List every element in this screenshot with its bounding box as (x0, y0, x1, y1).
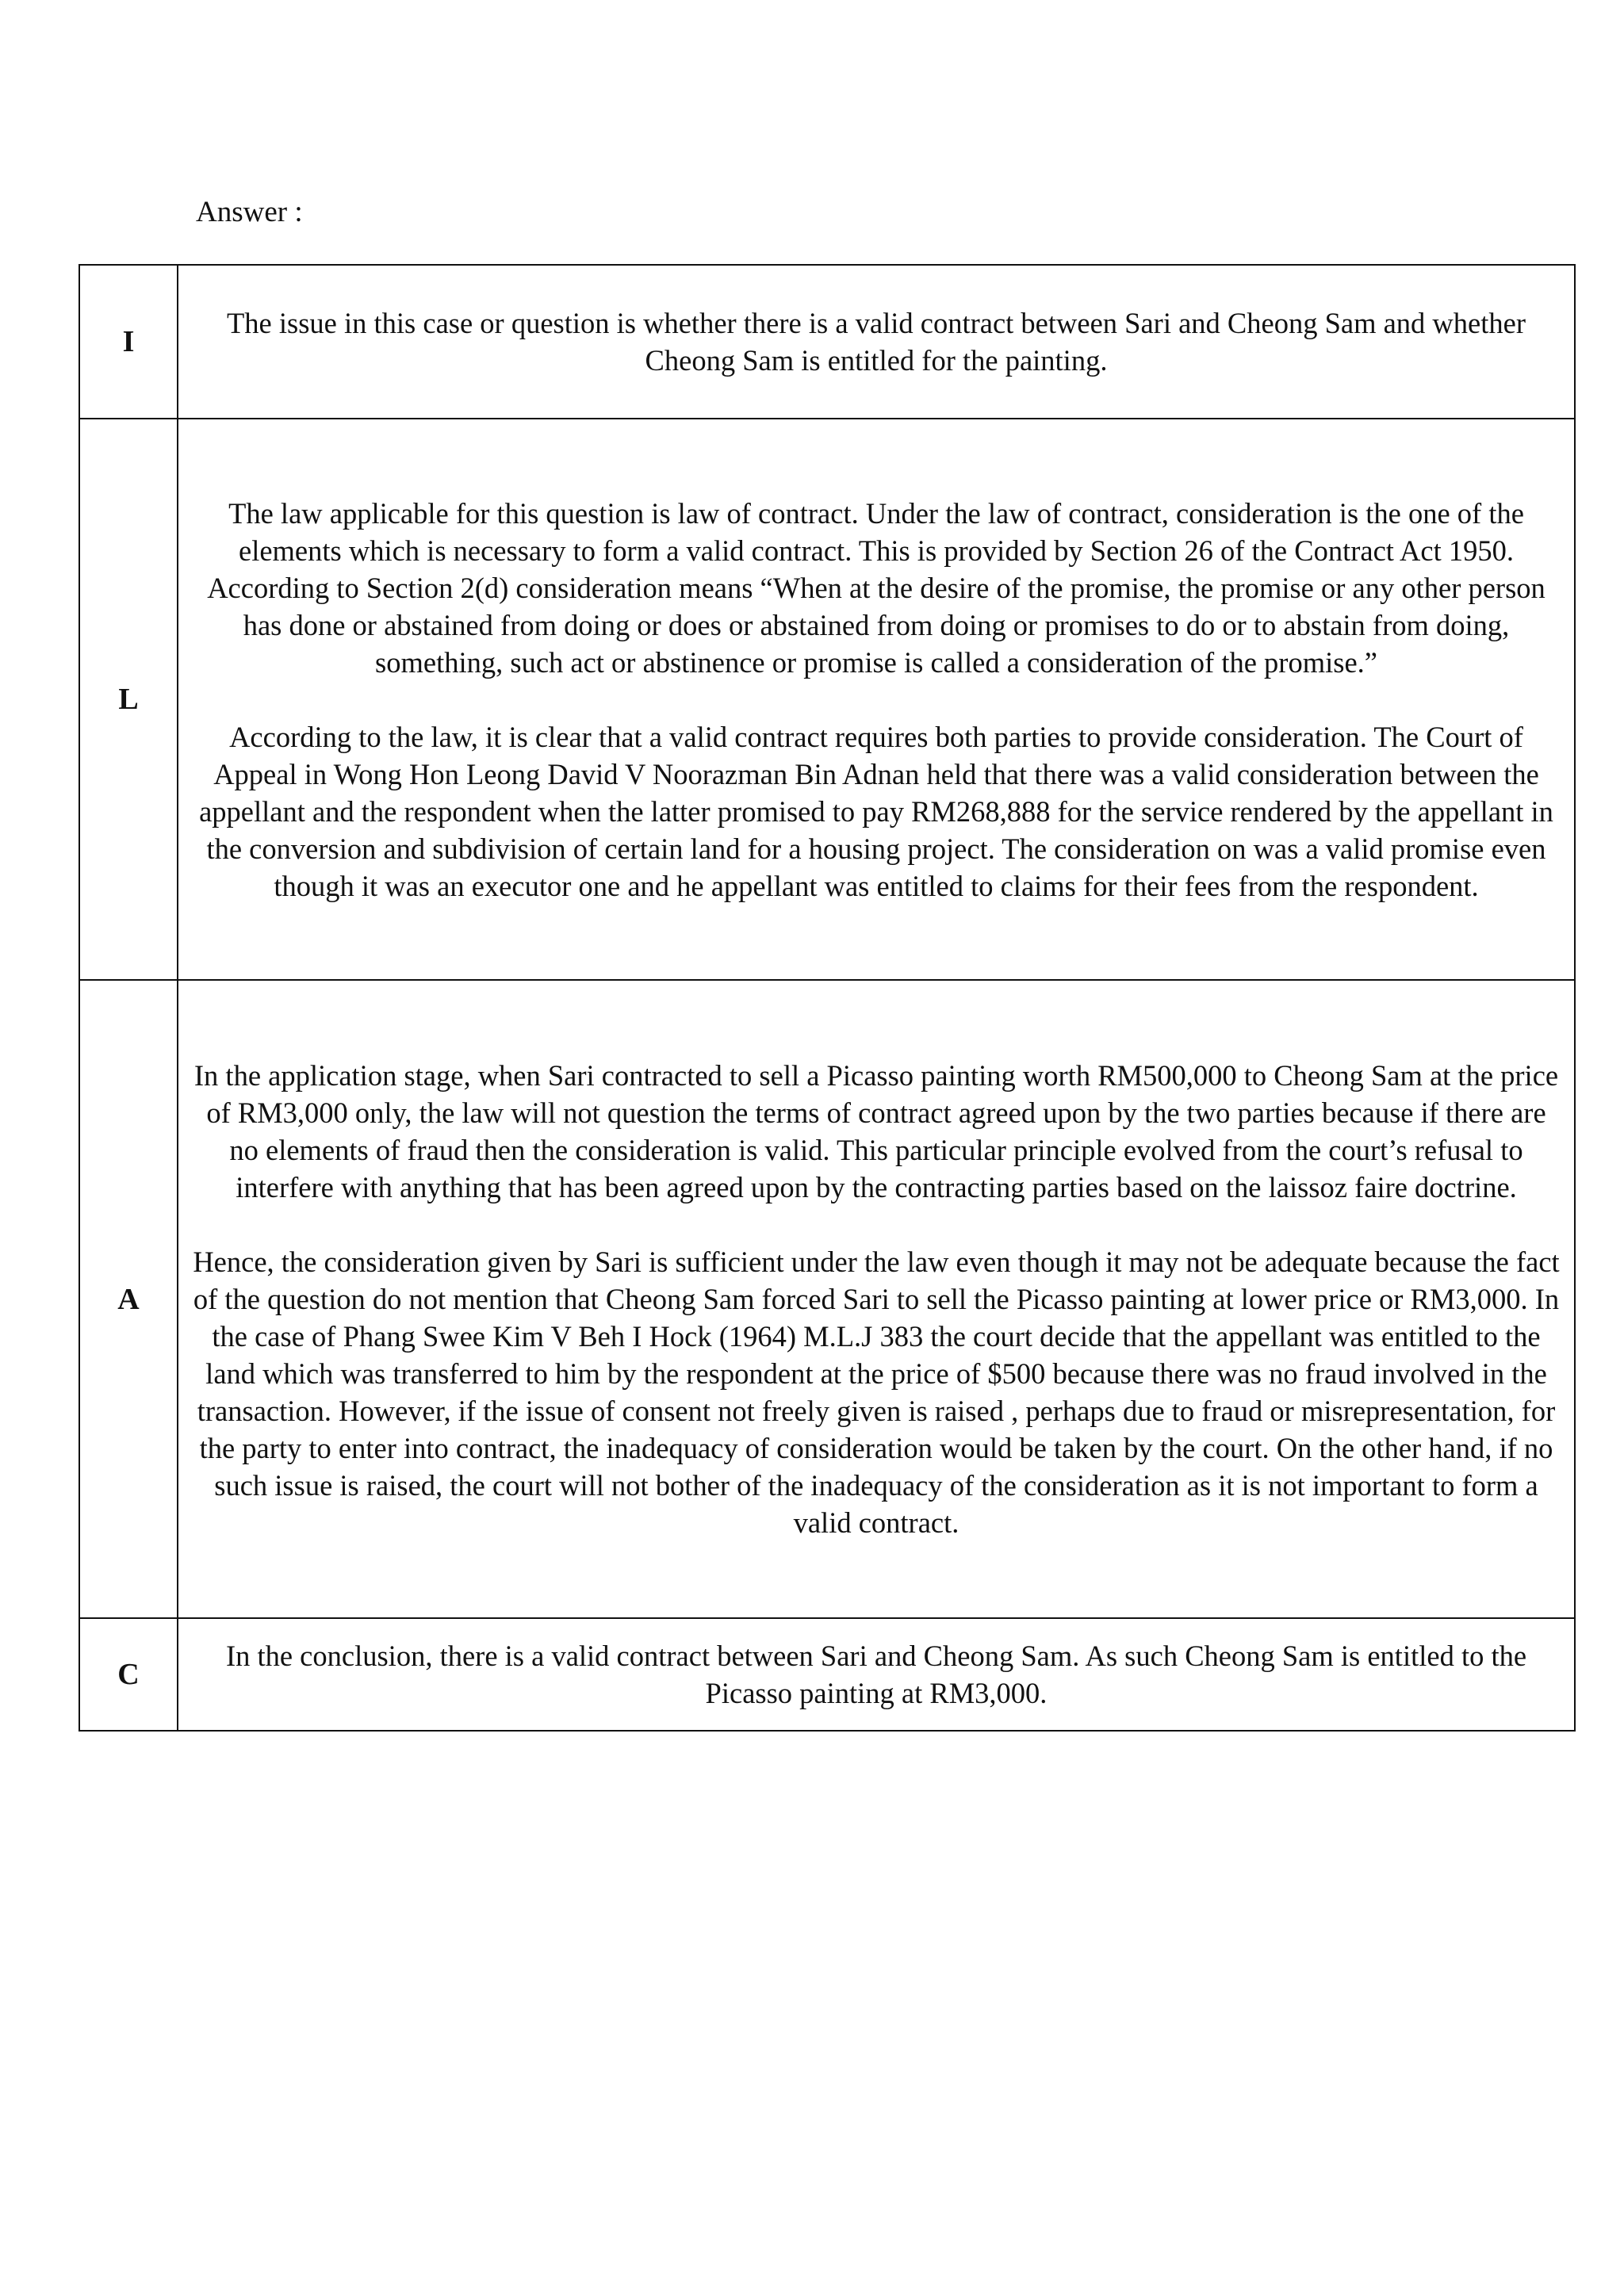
row-letter-conclusion: C (79, 1618, 178, 1731)
row-letter-application: A (79, 980, 178, 1618)
irac-table (79, 264, 1576, 1732)
law-paragraph-2: According to the law, it is clear that a valid contract requires both parties to provide consideration. The Court of Appeal in Wong Hon Leong David V Noorazman Bin Adnan held that there was a valid consideration between the appellant and the respondent when the latter promised to pay RM268,888 for the service rendered by the appellant in the conversion and subdivision of certain land for a housing project. The consideration on was a valid promise even though it was an executor one and he appellant was entitled to claims for their fees from the respondent. (199, 720, 1553, 902)
table-row-conclusion (79, 1618, 1575, 1731)
law-paragraph-1: The law applicable for this question is law of contract. Under the law of contract, consideration is the one of the elements which is necessary to form a valid contract. This is provided by Section 26 of the Contract Act 1950. According to Section 2(d) consideration means “When at the desire of the promise, the promise or any other person has done or abstained from doing or does or abstained from doing or promises to do or to abstain from doing, something, such act or abstinence or promise is called a consideration of the promise.” (207, 496, 1545, 679)
row-content-law (178, 419, 1575, 980)
issue-paragraph: The issue in this case or question is whether there is a valid contract between Sari and Cheong Sam and whether Cheong Sam is entitled for the painting. (227, 307, 1526, 377)
answer-label: Answer : (196, 196, 303, 228)
row-content-application (178, 980, 1575, 1618)
table-row-law (79, 419, 1575, 980)
application-paragraph-2: Hence, the consideration given by Sari is sufficient under the law even though it may not be adequate because the fact of the question do not mention that Cheong Sam forced Sari to sell the Picasso painting at lower price or RM3,000. In the case of Phang Swee Kim V Beh I Hock (1964) M.L.J 383 the court decide that the appellant was entitled to the land which was transferred to him by the respondent at the price of $500 because there was no fraud involved in the transaction. However, if the issue of consent not freely given is raised , perhaps due to fraud or misrepresentation, for the party to enter into contract, the inadequacy of consideration would be taken by the court. On the other hand, if no such issue is raised, the court will not bother of the inadequacy of the consideration as it is not important to form a valid contract. (193, 1246, 1560, 1539)
conclusion-paragraph: In the conclusion, there is a valid contract between Sari and Cheong Sam. As such Cheong Sam is entitled to the Picasso painting at RM3,000. (225, 1640, 1527, 1709)
table-row-application (79, 980, 1575, 1618)
row-letter-law: L (79, 419, 178, 980)
row-content-conclusion (178, 1618, 1575, 1731)
row-letter-issue: I (79, 265, 178, 419)
application-paragraph-1: In the application stage, when Sari contracted to sell a Picasso painting worth RM500,000 to Cheong Sam at the price of RM3,000 only, the law will not question the terms of contract agreed upon by the two parties because if there are no elements of fraud then the consideration is valid. This particular principle evolved from the court’s refusal to interfere with anything that has been agreed upon by the contracting parties based on the laissoz faire doctrine. (193, 1059, 1559, 1203)
row-content-issue (178, 265, 1575, 419)
table-row-issue (79, 265, 1575, 419)
